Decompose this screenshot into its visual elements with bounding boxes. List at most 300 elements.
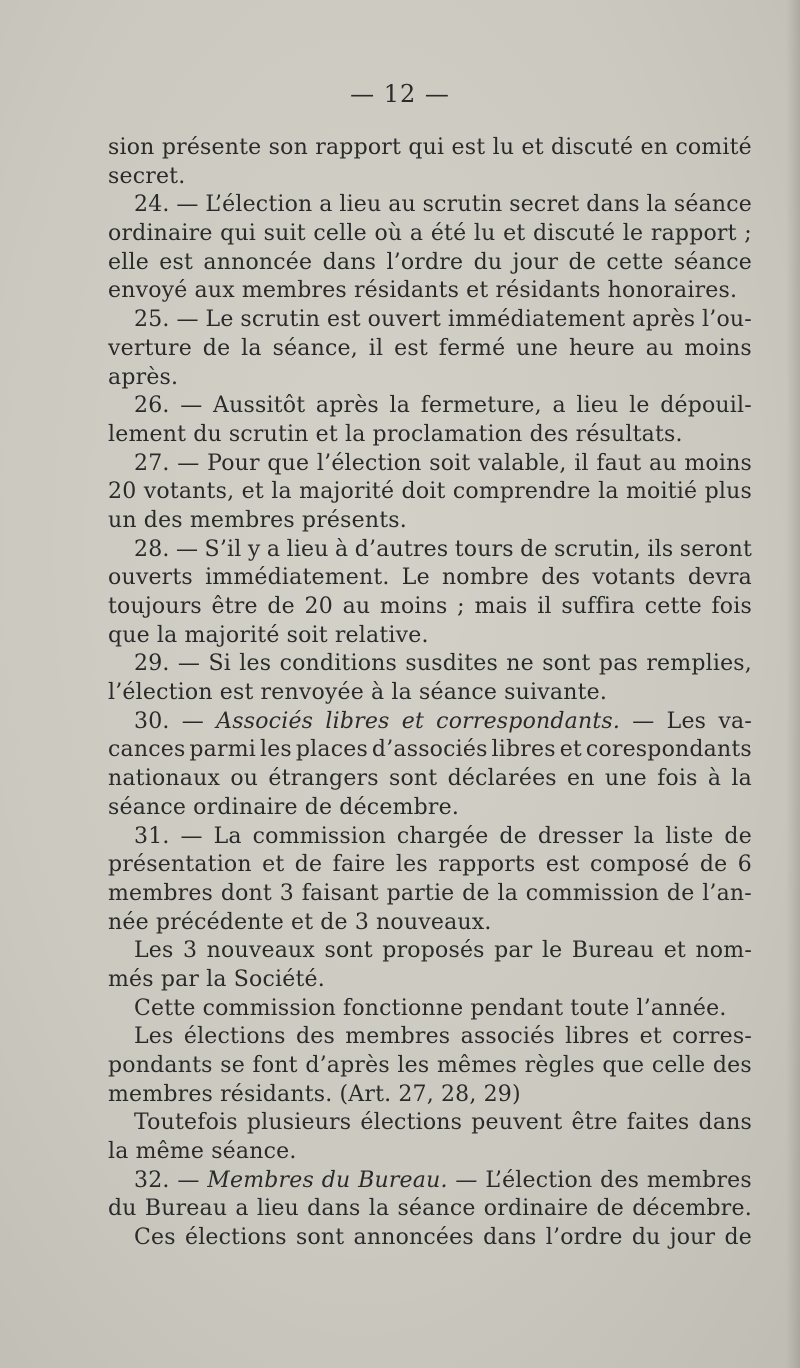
word: dont: [220, 880, 272, 906]
word: lement: [108, 421, 187, 447]
word: composé: [590, 852, 690, 878]
text-line: [108, 478, 752, 507]
word: correspondants.: [436, 708, 621, 734]
text-line: [108, 421, 752, 450]
word: fermeture,: [420, 393, 542, 419]
word: membres: [108, 880, 214, 906]
word: Membres: [207, 1167, 314, 1193]
word: du: [631, 1225, 661, 1251]
word: 24.: [134, 192, 170, 218]
page-number: — 12 —: [350, 80, 450, 108]
word: de: [294, 852, 323, 878]
word: 27,: [398, 1081, 434, 1107]
word: sont: [388, 766, 438, 792]
text-line: [108, 708, 752, 737]
word: au: [649, 450, 677, 476]
word: soit: [429, 450, 471, 476]
word: les: [397, 1053, 430, 1078]
word: ;: [744, 221, 752, 247]
word: est: [451, 135, 486, 160]
word: la: [108, 1139, 129, 1165]
word: de: [666, 880, 695, 906]
word: de: [520, 536, 548, 562]
word: résultats.: [575, 421, 683, 447]
word: Pour: [207, 450, 260, 476]
word: doit: [401, 479, 446, 505]
word: 30.: [134, 708, 170, 734]
word: lieu: [286, 536, 329, 562]
word: séance: [108, 794, 187, 820]
word: d’après: [305, 1053, 390, 1078]
text-line: [108, 191, 752, 220]
word: heure: [569, 335, 635, 361]
word: celle: [651, 1053, 706, 1078]
word: dans: [483, 1225, 537, 1251]
word: envoyé: [108, 278, 188, 304]
word: séance: [418, 680, 498, 706]
text-line: [108, 622, 752, 651]
word: discuté: [551, 135, 634, 160]
word: déclarées: [447, 766, 557, 792]
word: Bureau: [571, 938, 655, 964]
word: ou: [230, 766, 259, 792]
word: des: [541, 565, 581, 591]
word: se: [220, 1053, 245, 1078]
word: La: [213, 823, 242, 849]
word: lieu: [339, 192, 382, 218]
word: y: [247, 536, 261, 562]
word: élections: [183, 1024, 286, 1050]
word: de: [267, 594, 295, 619]
word: a: [266, 536, 281, 562]
word: séance: [673, 249, 752, 275]
word: décembre.: [632, 1196, 752, 1222]
word: la: [344, 421, 366, 447]
text-line: [108, 220, 752, 249]
word: mêmes: [436, 1053, 518, 1078]
word: au: [388, 192, 416, 218]
word: scrutin: [240, 307, 321, 333]
word: —: [177, 450, 200, 476]
word: et: [503, 221, 526, 247]
word: son: [268, 135, 308, 160]
word: va-: [718, 708, 752, 734]
word: membres: [108, 1081, 214, 1107]
text-line: [108, 1195, 752, 1224]
word: —: [177, 651, 201, 677]
text-line: [108, 593, 752, 622]
word: des: [295, 1024, 335, 1050]
word: règles: [524, 1053, 595, 1078]
word: ils: [647, 536, 674, 562]
word: jour: [669, 1225, 716, 1251]
word: places: [295, 737, 368, 763]
word: Société.: [233, 966, 325, 992]
word: à: [335, 536, 349, 562]
word: secret: [509, 192, 580, 218]
word: celle: [313, 221, 367, 247]
word: étrangers: [268, 766, 379, 792]
word: fermé: [438, 335, 506, 361]
word: ordinaire: [483, 1196, 589, 1222]
word: sont: [324, 938, 373, 964]
text-line: [108, 450, 752, 479]
word: décembre.: [339, 794, 460, 820]
word: lieu: [576, 393, 619, 419]
word: il: [574, 450, 589, 476]
text-line: [108, 1167, 752, 1196]
word: dans: [698, 1110, 752, 1136]
text-line: [108, 306, 752, 335]
word: immédiatement: [447, 307, 626, 333]
word: 20: [108, 479, 137, 505]
word: peuvent: [471, 1110, 563, 1136]
word: la: [391, 680, 412, 706]
word: l’année.: [636, 995, 727, 1021]
text-line: [108, 364, 752, 393]
text-line: [108, 163, 752, 192]
word: soit: [286, 622, 328, 648]
word: être: [571, 1110, 618, 1136]
word: et: [401, 708, 424, 734]
word: discuté: [533, 221, 616, 247]
word: et: [262, 852, 285, 878]
word: est: [159, 249, 194, 275]
word: Ces: [134, 1225, 176, 1251]
body-text: [108, 134, 752, 1253]
word: 27.: [134, 450, 170, 476]
word: toujours: [108, 594, 202, 619]
word: est: [327, 307, 361, 333]
text-line: [108, 335, 752, 364]
word: et: [559, 737, 582, 763]
word: —: [632, 708, 655, 734]
word: elle: [108, 249, 149, 275]
word: la: [497, 880, 519, 906]
word: moins: [684, 335, 752, 361]
word: tours: [454, 536, 514, 562]
word: membres: [345, 1024, 451, 1050]
word: la: [156, 622, 178, 648]
word: nom-: [695, 938, 752, 964]
word: suffira: [561, 594, 636, 619]
word: l’ordre: [386, 249, 464, 275]
word: toute: [570, 995, 630, 1021]
word: nouveaux: [206, 938, 315, 964]
word: 3: [279, 880, 294, 906]
word: que: [267, 450, 310, 476]
word: la: [646, 192, 668, 218]
word: qui: [220, 221, 257, 247]
word: du: [108, 1196, 137, 1222]
text-line: [108, 1081, 752, 1110]
word: l’ou-: [702, 307, 752, 333]
word: que: [602, 1053, 645, 1078]
word: libres: [491, 737, 556, 763]
word: Si: [208, 651, 231, 677]
word: la: [633, 823, 655, 849]
word: 3: [354, 909, 370, 935]
word: libres: [325, 708, 390, 734]
word: ne: [506, 651, 534, 677]
word: parmi: [189, 737, 257, 763]
word: —: [455, 1167, 478, 1193]
word: a: [235, 1196, 249, 1222]
word: —: [176, 307, 199, 333]
text-line: [108, 1052, 752, 1081]
word: comprendre: [452, 479, 591, 505]
word: du: [473, 249, 503, 275]
word: Le: [401, 565, 430, 591]
word: rapports: [438, 852, 536, 878]
word: plusieurs: [246, 1110, 352, 1136]
word: après: [632, 307, 696, 333]
word: (Art.: [339, 1081, 392, 1107]
word: liste: [665, 823, 714, 849]
word: 6: [737, 852, 752, 878]
word: où: [374, 221, 403, 247]
word: a: [409, 221, 424, 247]
text-line: [108, 249, 752, 278]
text-line: [108, 650, 752, 679]
word: plus: [704, 479, 752, 505]
word: la: [731, 766, 752, 792]
word: la: [206, 966, 227, 992]
word: dans: [586, 192, 640, 218]
word: membres: [189, 507, 295, 533]
word: lu: [473, 221, 496, 247]
word: més: [108, 966, 154, 992]
word: nombre: [441, 565, 530, 591]
word: associés: [460, 1024, 555, 1050]
word: suit: [263, 221, 306, 247]
word: 28,: [440, 1081, 477, 1107]
text-line: [108, 880, 752, 909]
word: il: [368, 335, 384, 361]
text-line: [108, 937, 752, 966]
word: de: [596, 1196, 625, 1222]
text-line: [108, 1109, 752, 1138]
word: fois: [657, 766, 698, 792]
word: susdites: [405, 651, 498, 677]
word: de: [304, 794, 333, 820]
word: est: [545, 852, 580, 878]
word: majorité: [184, 622, 280, 648]
word: 3: [183, 938, 198, 964]
word: Associés: [216, 708, 314, 734]
text-line: [108, 995, 752, 1024]
word: moins: [684, 450, 752, 476]
word: jour: [512, 249, 559, 275]
text-line: [108, 1138, 752, 1167]
word: 32.: [134, 1167, 170, 1193]
word: et: [241, 479, 264, 505]
word: conditions: [279, 651, 398, 677]
word: être: [211, 594, 258, 619]
word: les: [395, 852, 428, 878]
text-line: [108, 765, 752, 794]
word: est: [394, 335, 428, 361]
text-line: [108, 1224, 752, 1253]
word: une: [516, 335, 559, 361]
word: et: [466, 278, 489, 304]
word: 31.: [134, 823, 170, 849]
word: 29): [483, 1081, 521, 1107]
word: l’élection: [108, 680, 213, 706]
word: L’élection: [205, 192, 313, 218]
word: séance: [673, 192, 752, 218]
word: proclamation: [372, 421, 523, 447]
word: et: [521, 135, 544, 160]
word: l’ordre: [545, 1225, 623, 1251]
word: au: [645, 335, 674, 361]
word: font: [252, 1053, 298, 1078]
word: a: [552, 393, 566, 419]
word: élections: [184, 1225, 287, 1251]
word: fois: [711, 594, 752, 619]
word: il: [537, 594, 552, 619]
word: proposés: [382, 938, 485, 964]
word: pondants: [108, 1053, 213, 1078]
word: en: [567, 766, 595, 792]
word: de: [724, 823, 752, 849]
word: lieu: [256, 1196, 299, 1222]
word: sont: [295, 1225, 345, 1251]
word: ouverts: [108, 565, 193, 591]
word: valable,: [478, 450, 567, 476]
text-line: [108, 134, 752, 163]
word: séance: [397, 1196, 476, 1222]
text-line: [108, 823, 752, 852]
word: corespondants: [585, 737, 752, 763]
word: d’associés: [371, 737, 488, 763]
word: honoraires.: [607, 278, 738, 304]
word: dresser: [537, 823, 623, 849]
word: fonctionne: [342, 995, 464, 1021]
word: du: [193, 421, 222, 447]
word: —: [176, 192, 199, 218]
word: rapport: [650, 221, 737, 247]
word: a: [319, 192, 333, 218]
word: au: [342, 594, 371, 619]
word: L’élection: [485, 1167, 593, 1193]
word: résidants: [353, 278, 460, 304]
word: commission: [252, 823, 386, 849]
text-line: [108, 851, 752, 880]
word: des: [529, 421, 569, 447]
word: séance,: [272, 335, 358, 361]
word: dans: [322, 249, 377, 275]
page-edge-shadow: [786, 0, 800, 1368]
word: membres: [646, 1167, 752, 1193]
word: Aussitôt: [213, 393, 306, 419]
word: 26.: [134, 393, 170, 419]
word: été: [430, 221, 467, 247]
word: de: [699, 852, 728, 878]
word: faire: [332, 852, 386, 878]
word: une: [604, 766, 647, 792]
text-line: [108, 736, 752, 765]
word: d’autres: [354, 536, 449, 562]
word: Toutefois: [134, 1110, 238, 1136]
word: Bureau: [144, 1196, 228, 1222]
word: présents.: [301, 507, 407, 533]
word: la: [598, 479, 619, 505]
word: nationaux: [108, 766, 221, 792]
word: libres: [565, 1024, 630, 1050]
word: faites: [626, 1110, 690, 1136]
word: immédiatement.: [205, 565, 390, 591]
word: cette: [606, 249, 664, 275]
word: de: [462, 880, 490, 906]
word: seront: [679, 536, 752, 562]
word: —: [181, 708, 204, 734]
word: aux: [194, 278, 235, 304]
word: pendant: [470, 995, 564, 1021]
word: verture: [108, 335, 192, 361]
word: —: [177, 1167, 200, 1193]
word: le: [629, 393, 650, 419]
word: nouveaux.: [376, 909, 492, 935]
text-line: [108, 679, 752, 708]
word: comité: [675, 135, 752, 160]
word: —: [175, 536, 199, 562]
word: Les: [134, 1024, 174, 1050]
word: 29.: [134, 651, 170, 677]
word: que: [108, 622, 150, 648]
word: des: [600, 1167, 640, 1193]
word: Le: [205, 307, 234, 333]
word: de: [499, 823, 527, 849]
word: lu: [492, 135, 515, 160]
word: Les: [666, 708, 707, 734]
word: le: [622, 221, 644, 247]
word: moins: [379, 594, 448, 619]
word: votants,: [143, 479, 235, 505]
word: qui: [408, 135, 445, 160]
word: séance.: [211, 1139, 297, 1165]
word: dans: [307, 1196, 361, 1222]
word: est: [219, 680, 254, 706]
word: ordinaire: [193, 794, 298, 820]
word: 25.: [134, 307, 170, 333]
word: annoncées: [353, 1225, 474, 1251]
word: présente: [161, 135, 262, 160]
word: à: [371, 680, 385, 706]
word: dépouil-: [660, 393, 752, 419]
word: et: [315, 421, 338, 447]
word: —: [180, 393, 203, 419]
word: les: [239, 651, 272, 677]
word: la: [368, 1196, 390, 1222]
word: mais: [474, 594, 528, 619]
word: présentation: [108, 852, 252, 878]
word: suivante.: [504, 680, 608, 706]
word: scrutin: [228, 421, 309, 447]
word: la: [241, 335, 262, 361]
text-line: [108, 564, 752, 593]
word: remplies,: [646, 651, 752, 677]
text-line: [108, 1023, 752, 1052]
word: résidants: [495, 278, 601, 304]
word: même: [135, 1139, 205, 1165]
word: le: [541, 938, 563, 964]
word: et: [663, 938, 686, 964]
word: un: [108, 507, 137, 533]
word: ordinaire: [108, 221, 213, 247]
word: par: [160, 966, 200, 992]
word: scrutin: [422, 192, 503, 218]
